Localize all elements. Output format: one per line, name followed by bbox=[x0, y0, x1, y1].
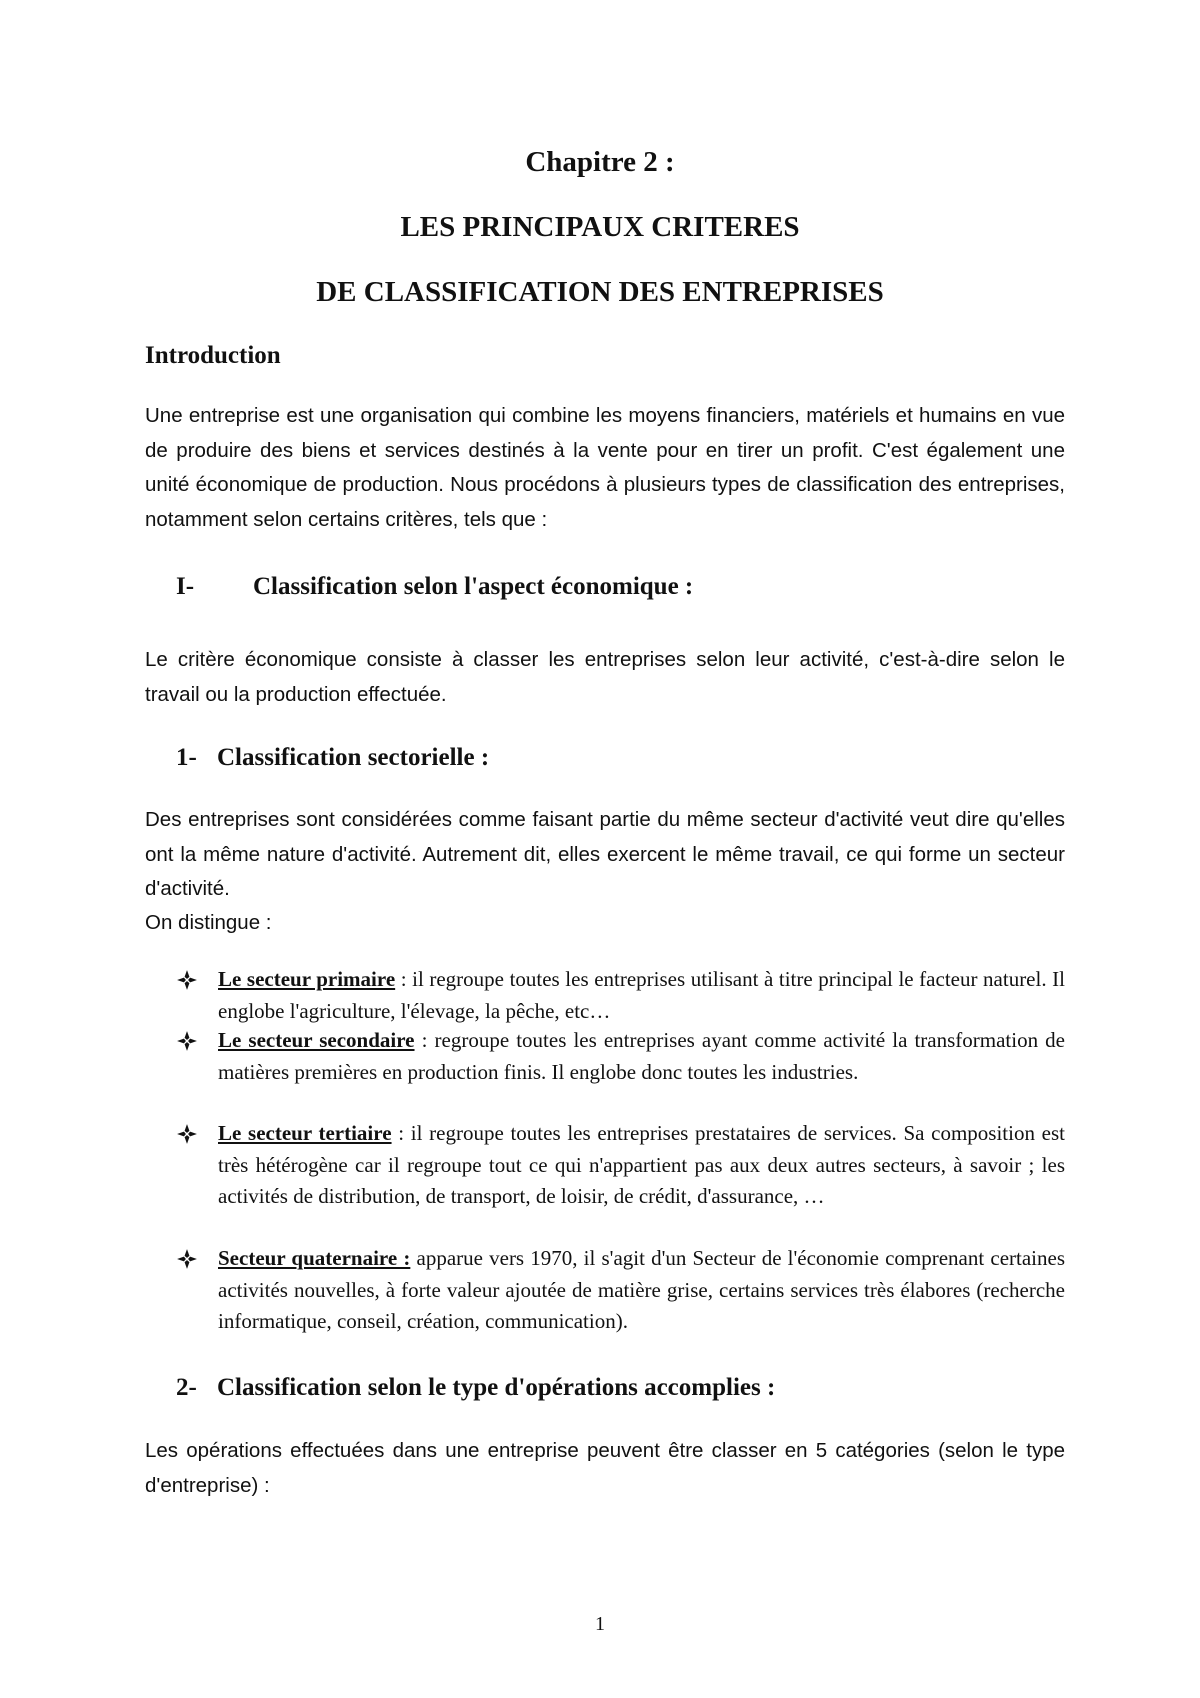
list-item bbox=[178, 1243, 1065, 1338]
introduction-heading: Introduction bbox=[145, 342, 281, 369]
sector-term: Le secteur secondaire bbox=[218, 1028, 415, 1052]
list-item bbox=[178, 1118, 1065, 1213]
subsection-2-title: Classification selon le type d'opérations accomplies : bbox=[217, 1374, 776, 1401]
subsection-2-number: 2- bbox=[176, 1374, 197, 1401]
chapter-title: Chapitre 2 : bbox=[525, 146, 675, 178]
section-1-paragraph: Le critère économique consiste à classer les entreprises selon leur activité, c'est-à-dire selon le travail ou la production effectuée. bbox=[145, 648, 1065, 706]
document-title-line1: LES PRINCIPAUX CRITERES bbox=[400, 211, 800, 243]
section-1-title: Classification selon l'aspect économique : bbox=[253, 573, 694, 600]
sector-term: Le secteur tertiaire bbox=[218, 1121, 392, 1145]
list-item bbox=[178, 964, 1065, 1027]
section-1-number: I- bbox=[176, 573, 195, 600]
sector-description: : il regroupe toutes les entreprises prestataires de services. Sa composition est très hétérogène car il regroupe tout ce qui n'appartient pas aux deux autres secteurs, à savoir ; les activités de distribution, de transport, de loisir, de crédit, d'assurance, … bbox=[218, 1121, 1065, 1208]
distinguish-line: On distingue : bbox=[145, 911, 272, 934]
sector-description: : il regroupe toutes les entreprises utilisant à titre principal le facteur naturel. Il englobe l'agriculture, l'élevage, la pêche, etc… bbox=[218, 967, 1065, 1023]
introduction-paragraph: Une entreprise est une organisation qui combine les moyens financiers, matériels et humains en vue de produire des biens et services destinés à la vente pour en tirer un profit. C'est également une unité économique de production. Nous procédons à plusieurs types de classification des entreprises, notamment selon certains critères, tels que : bbox=[145, 404, 1065, 531]
page-number: 1 bbox=[595, 1613, 605, 1635]
list-item bbox=[178, 1025, 1065, 1088]
subsection-1-title: Classification sectorielle : bbox=[217, 744, 490, 771]
sector-description: : regroupe toutes les entreprises ayant comme activité la transformation de matières premières en production finis. Il englobe donc toutes les industries. bbox=[218, 1028, 1065, 1084]
sector-term: Secteur quaternaire : bbox=[218, 1246, 411, 1270]
subsection-1-number: 1- bbox=[176, 744, 197, 771]
sector-description: apparue vers 1970, il s'agit d'un Secteur de l'économie comprenant certaines activités nouvelles, à forte valeur ajoutée de matière grise, certains services très élabores (recherche informatique, conseil, création, communication). bbox=[218, 1246, 1065, 1333]
subsection-1-paragraph: Des entreprises sont considérées comme faisant partie du même secteur d'activité veut dire qu'elles ont la même nature d'activité. Autrement dit, elles exercent le même travail, ce qui forme un secteur d'activité. bbox=[145, 808, 1065, 900]
sector-term: Le secteur primaire bbox=[218, 967, 396, 991]
subsection-2-paragraph: Les opérations effectuées dans une entreprise peuvent être classer en 5 catégories (selon le type d'entreprise) : bbox=[145, 1439, 1065, 1497]
document-title-line2: DE CLASSIFICATION DES ENTREPRISES bbox=[316, 276, 884, 308]
